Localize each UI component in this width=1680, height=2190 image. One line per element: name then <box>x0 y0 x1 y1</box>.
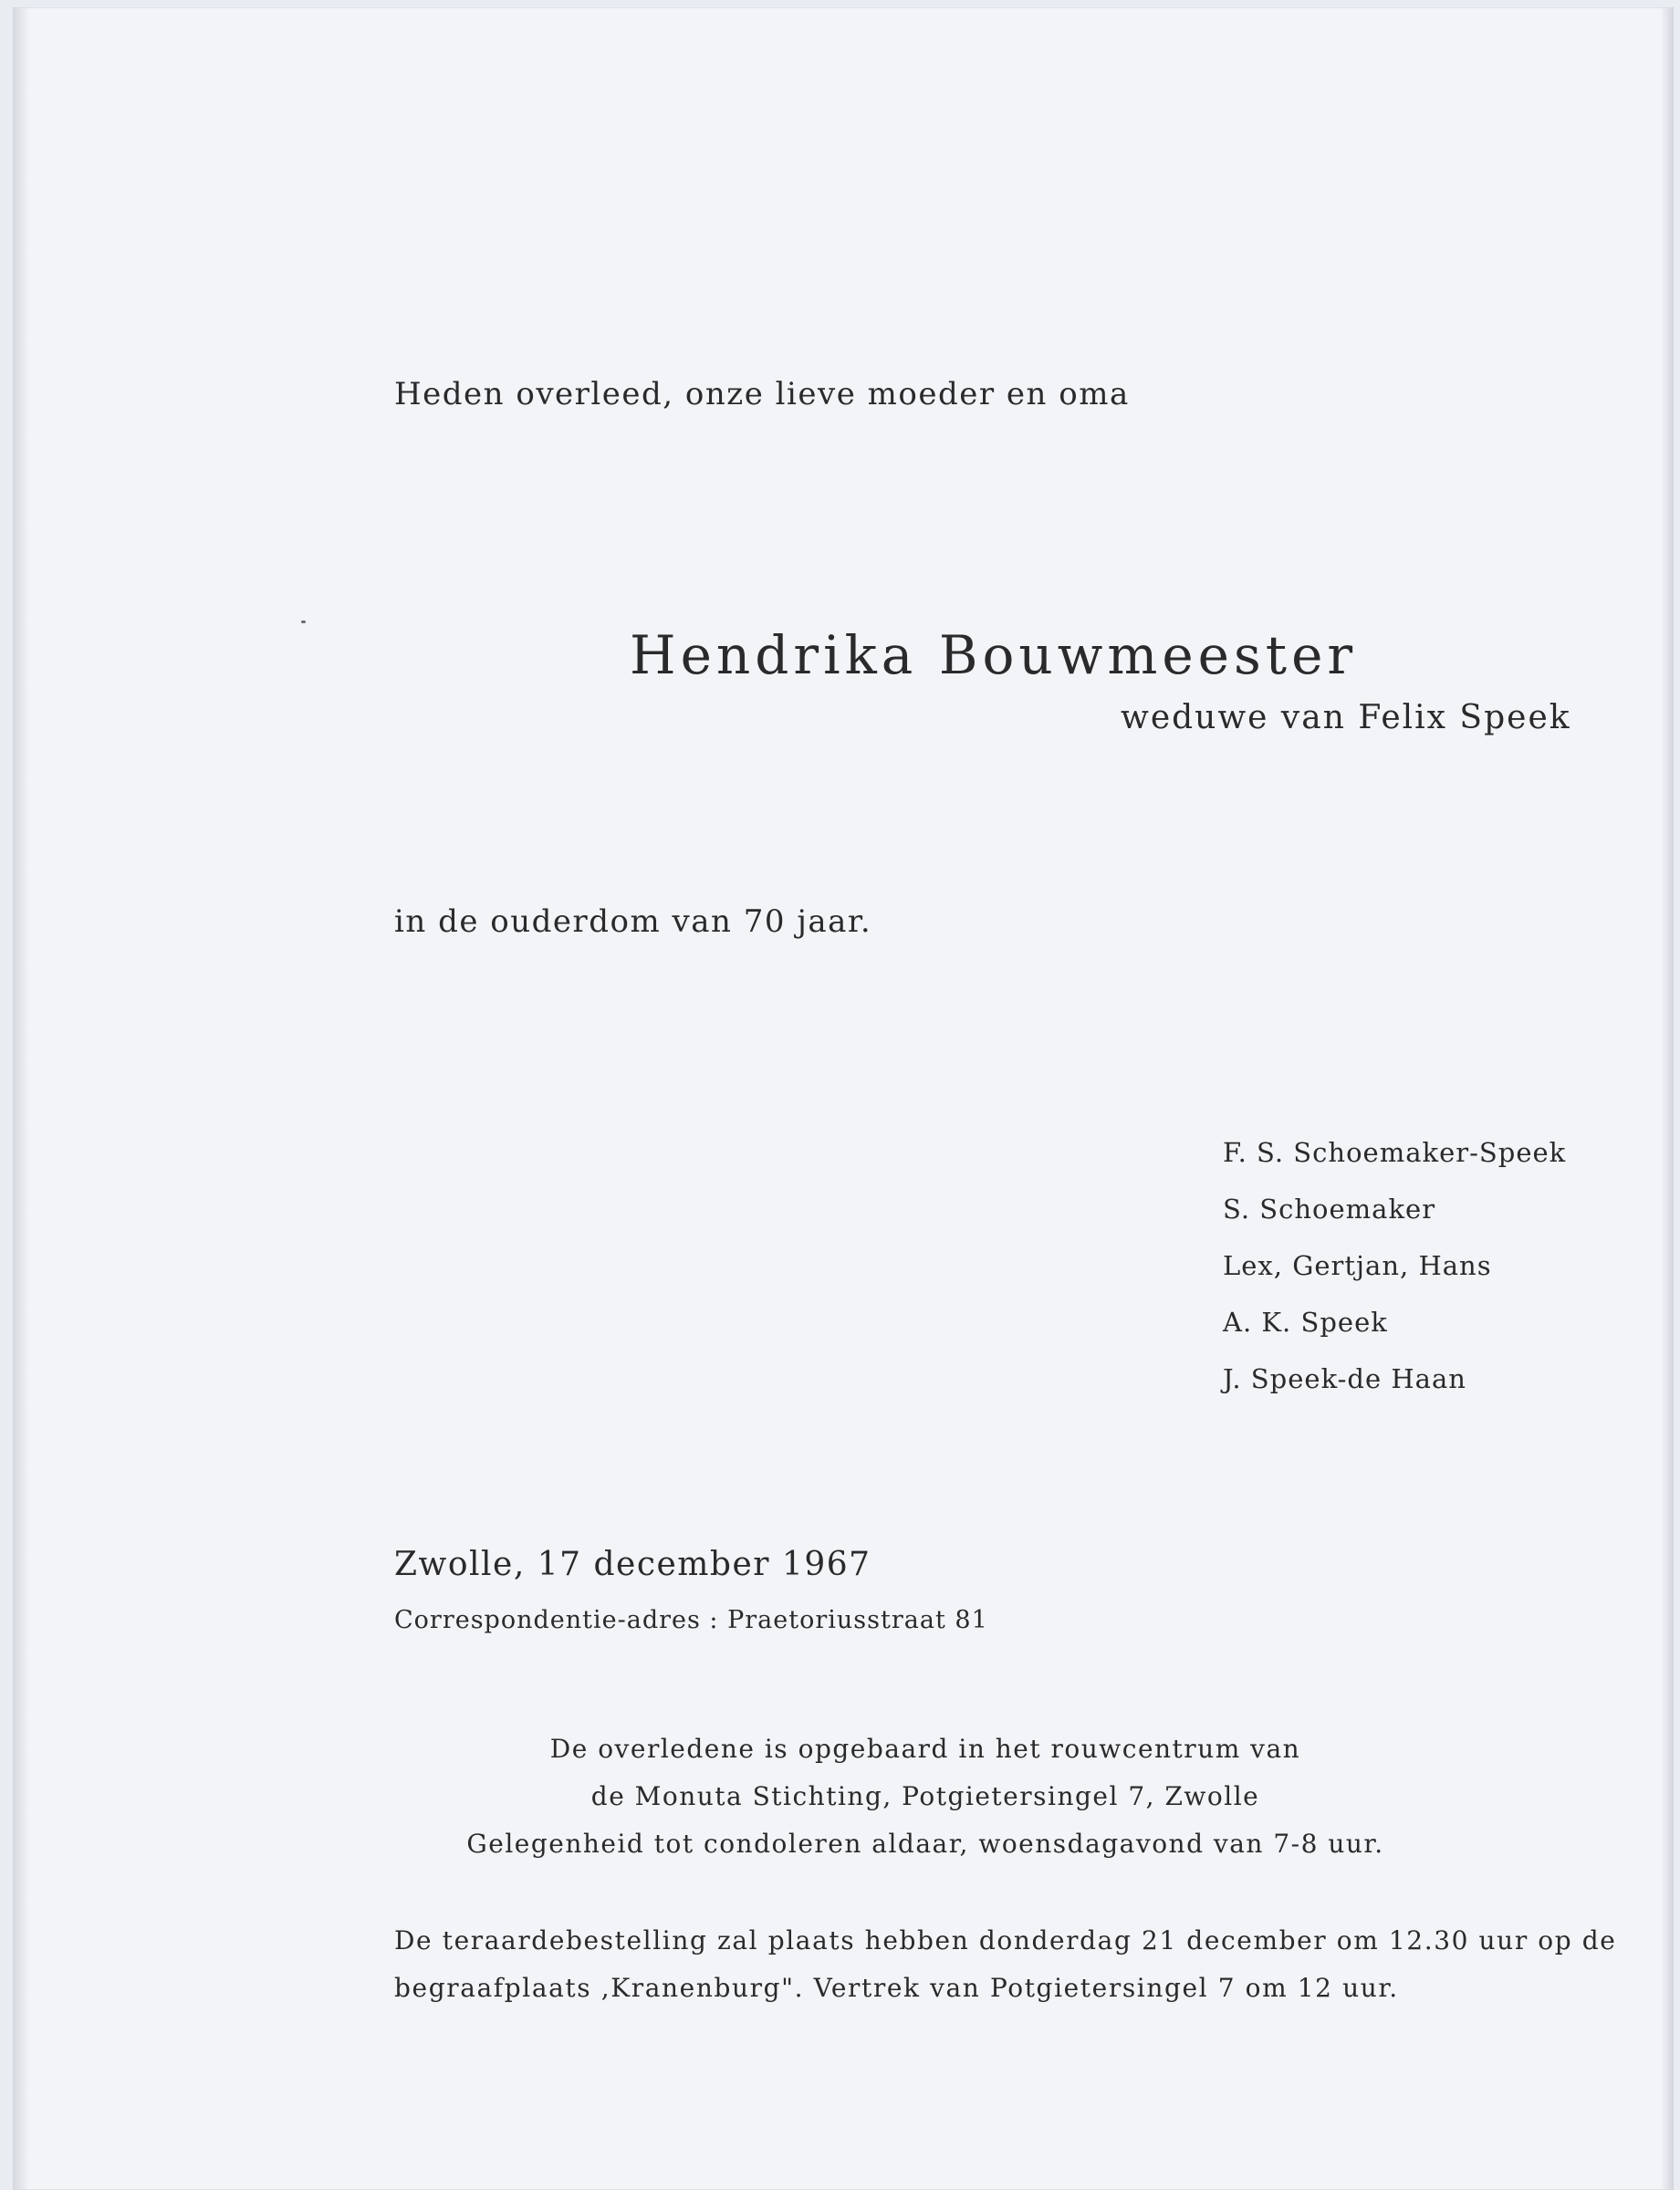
widow-of-line: weduwe van Felix Speek <box>1121 699 1571 736</box>
paper-edge-right <box>1661 7 1674 2190</box>
burial-line: begraafplaats ,Kranenburg". Vertrek van Potgietersingel 7 om 12 uur. <box>394 1973 1399 2003</box>
paper-edge-left <box>13 7 29 2190</box>
family-member: Lex, Gertjan, Hans <box>1223 1250 1492 1281</box>
paper-sheet <box>13 7 1674 2190</box>
burial-line: De teraardebestelling zal plaats hebben donderdag 21 december om 12.30 uur op de <box>394 1925 1617 1955</box>
deceased-name: Hendrika Bouwmeester <box>630 624 1358 686</box>
family-member: A. K. Speek <box>1223 1307 1388 1338</box>
burial-info <box>394 1925 1616 2020</box>
viewing-info <box>378 1734 1473 1876</box>
ink-speck <box>301 620 306 623</box>
family-member: J. Speek-de Haan <box>1223 1363 1466 1394</box>
correspondence-address: Correspondentie-adres : Praetoriusstraat 81 <box>394 1606 988 1634</box>
age-line: in de ouderdom van 70 jaar. <box>394 903 872 940</box>
intro-line: Heden overleed, onze lieve moeder en oma <box>394 376 1130 412</box>
viewing-line: Gelegenheid tot condoleren aldaar, woensdagavond van 7-8 uur. <box>466 1829 1384 1859</box>
viewing-line: De overledene is opgebaard in het rouwcentrum van <box>549 1734 1301 1764</box>
viewing-line: de Monuta Stichting, Potgietersingel 7, Zwolle <box>590 1781 1260 1811</box>
family-member: S. Schoemaker <box>1223 1194 1436 1225</box>
family-member: F. S. Schoemaker-Speek <box>1223 1137 1567 1168</box>
family-list <box>1223 1137 1566 1420</box>
place-date: Zwolle, 17 december 1967 <box>394 1546 871 1583</box>
